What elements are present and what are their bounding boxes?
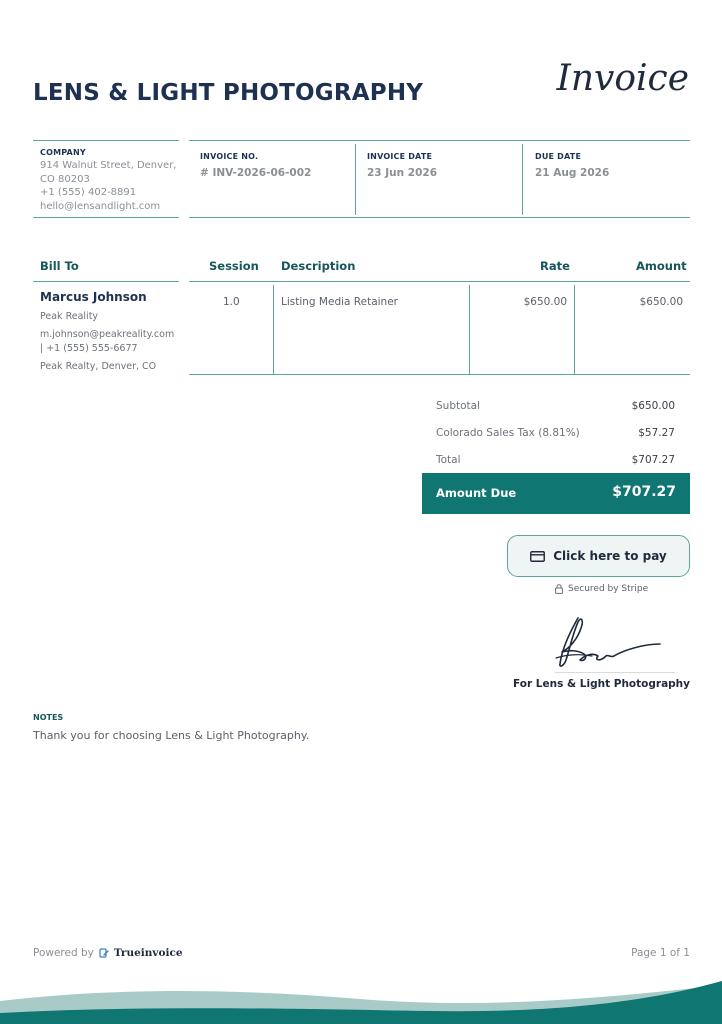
divider <box>469 285 470 374</box>
company-info <box>40 148 180 213</box>
powered-by-prefix: Powered by <box>33 947 94 959</box>
amount-due-bar <box>422 473 690 514</box>
bill-to-heading: Bill To <box>40 259 79 273</box>
document-title: Invoice <box>556 58 689 99</box>
signature-caption: For Lens & Light Photography <box>513 678 690 690</box>
invoice-date-value: 23 Jun 2026 <box>367 167 438 179</box>
signature-image <box>548 614 668 670</box>
rate-cell: $650.00 <box>523 296 567 308</box>
due-date-value: 21 Aug 2026 <box>535 167 610 179</box>
divider <box>189 374 690 375</box>
amount-column-header: Amount <box>636 259 687 273</box>
rate-column-header: Rate <box>540 259 570 273</box>
tax-value: $57.27 <box>638 427 675 439</box>
invoice-date-block <box>367 152 437 179</box>
session-column-header: Session <box>209 259 259 273</box>
client-email: m.johnson@peakreality.com <box>40 329 175 340</box>
powered-by-brand: Trueinvoice <box>113 947 183 959</box>
invoice-date-label: INVOICE DATE <box>367 152 433 161</box>
divider <box>522 144 523 215</box>
tax-label: Colorado Sales Tax (8.81%) <box>436 427 580 439</box>
company-email: hello@lensandlight.com <box>40 200 161 212</box>
footer-wave-decoration <box>0 975 722 1024</box>
invoice-number-value: # INV-2026-06-002 <box>200 167 312 179</box>
due-date-block <box>535 152 609 179</box>
secured-text: Secured by Stripe <box>568 584 649 594</box>
credit-card-icon <box>530 551 545 562</box>
pay-button[interactable] <box>507 535 690 577</box>
description-cell: Listing Media Retainer <box>281 296 398 308</box>
client-name: Marcus Johnson <box>40 290 147 304</box>
divider <box>355 144 356 215</box>
pay-button-label: Click here to pay <box>553 549 667 563</box>
divider <box>33 217 179 218</box>
invoice-number-block <box>200 152 311 179</box>
description-column-header: Description <box>281 259 356 273</box>
powered-by <box>33 947 183 959</box>
company-address-line2: CO 80203 <box>40 173 90 185</box>
total-label: Total <box>436 454 461 466</box>
trueinvoice-logo-icon <box>99 948 109 959</box>
total-value: $707.27 <box>631 454 675 466</box>
company-phone: +1 (555) 402-8891 <box>40 187 137 198</box>
lock-icon <box>555 584 563 594</box>
divider <box>189 281 690 282</box>
company-label: COMPANY <box>40 148 86 157</box>
session-cell: 1.0 <box>223 296 240 308</box>
amount-cell: $650.00 <box>639 296 683 308</box>
client-company: Peak Reality <box>40 311 99 322</box>
company-name-heading: LENS & LIGHT PHOTOGRAPHY <box>33 80 424 106</box>
subtotal-label: Subtotal <box>436 400 480 412</box>
divider <box>273 285 274 374</box>
divider <box>33 281 179 282</box>
signature-line <box>555 672 675 673</box>
invoice-number-label: INVOICE NO. <box>200 152 259 161</box>
subtotal-value: $650.00 <box>631 400 675 412</box>
client-location: Peak Realty, Denver, CO <box>40 361 157 372</box>
amount-due-value: $707.27 <box>612 484 676 500</box>
divider <box>574 285 575 374</box>
client-phone: | +1 (555) 555-6677 <box>40 343 138 354</box>
divider <box>189 140 690 141</box>
due-date-label: DUE DATE <box>535 152 582 161</box>
company-address-line1: 914 Walnut Street, Denver, <box>40 160 177 171</box>
amount-due-label: Amount Due <box>436 486 517 500</box>
divider <box>33 140 179 141</box>
notes-label: NOTES <box>33 713 64 722</box>
notes-text: Thank you for choosing Lens & Light Photography. <box>33 729 310 742</box>
page-number: Page 1 of 1 <box>631 947 690 959</box>
secured-note <box>555 584 648 594</box>
divider <box>189 217 690 218</box>
